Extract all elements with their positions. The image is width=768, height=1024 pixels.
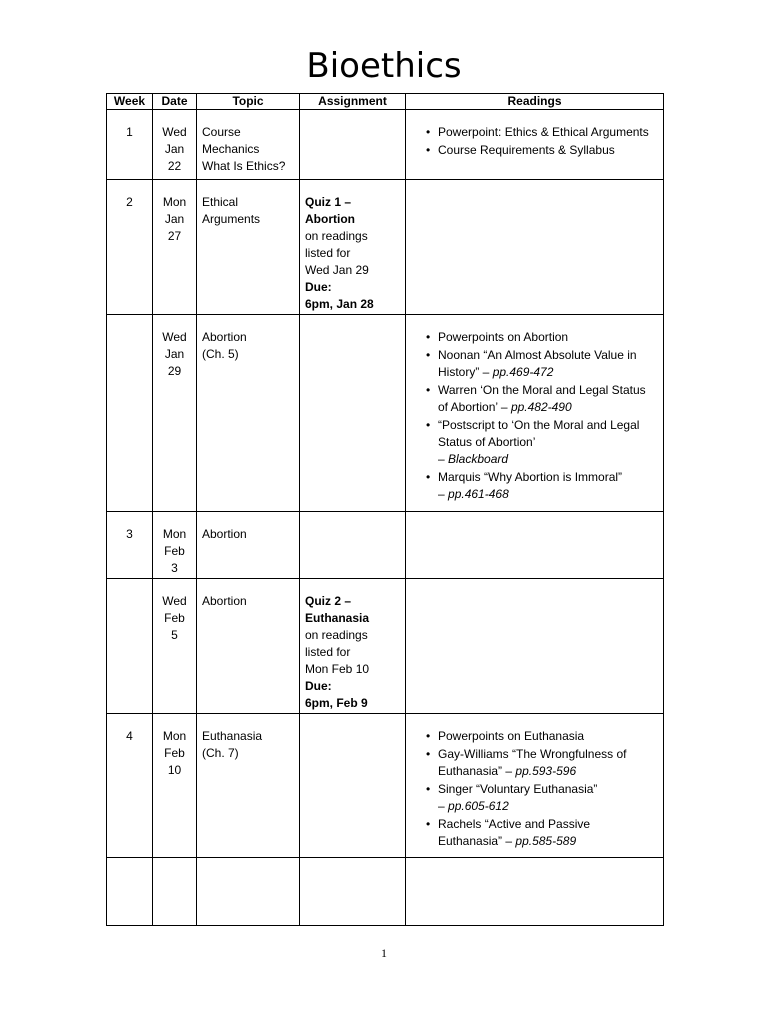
- assignment-line: Due:: [305, 280, 332, 294]
- week-number: 2: [126, 195, 133, 209]
- table-row: [107, 110, 664, 180]
- assignment-line: 6pm, Jan 28: [305, 297, 374, 311]
- bullet-icon: •: [426, 470, 431, 484]
- reading-page-ref: pp.585-589: [515, 834, 577, 848]
- bullet-icon: •: [426, 817, 431, 831]
- readings-cell: [406, 858, 664, 926]
- assignment-line: listed for: [305, 246, 351, 260]
- week-cell: [107, 714, 153, 858]
- reading-item: [426, 816, 657, 850]
- date-cell: [153, 579, 197, 714]
- header-readings: Readings: [406, 94, 664, 110]
- week-number: 4: [126, 729, 133, 743]
- bullet-icon: •: [426, 418, 431, 432]
- assignment-line: listed for: [305, 645, 351, 659]
- topic-text: Ethical Arguments: [202, 195, 261, 226]
- date-cell: [153, 315, 197, 512]
- readings-list: [406, 315, 663, 503]
- week-number: [107, 315, 152, 329]
- date-text: Wed Feb 5: [162, 594, 187, 642]
- header-topic: Topic: [197, 94, 300, 110]
- reading-page-ref: pp.605-612: [448, 799, 509, 813]
- bullet-icon: •: [426, 729, 431, 743]
- readings-cell: [406, 180, 664, 315]
- assignment-line: Mon Feb 10: [305, 662, 370, 676]
- date-cell: [153, 714, 197, 858]
- topic-cell: [197, 110, 300, 180]
- reading-item: [426, 329, 657, 346]
- topic-text: Abortion (Ch. 5): [202, 330, 247, 361]
- page-title: Bioethics: [306, 46, 462, 86]
- date-text: Wed Jan 22: [162, 125, 187, 173]
- readings-cell: [406, 315, 664, 512]
- reading-item: [426, 728, 657, 745]
- assignment-cell: [300, 180, 406, 315]
- reading-item: [426, 746, 657, 780]
- week-cell: [107, 512, 153, 579]
- reading-text: Powerpoints on Abortion: [438, 330, 569, 344]
- date-cell: [153, 512, 197, 579]
- reading-page-ref: pp.461-468: [448, 487, 509, 501]
- week-number: 3: [126, 527, 133, 541]
- table-header-row: [107, 94, 664, 110]
- topic-cell: [197, 180, 300, 315]
- bullet-icon: •: [426, 782, 431, 796]
- table-row: [107, 714, 664, 858]
- assignment-line: 6pm, Feb 9: [305, 696, 368, 710]
- assignment-cell: [300, 512, 406, 579]
- reading-item: [426, 124, 657, 141]
- readings-cell: [406, 110, 664, 180]
- reading-text: Powerpoints on Euthanasia: [438, 729, 585, 743]
- week-number: [107, 579, 152, 593]
- reading-text: Powerpoint: Ethics & Ethical Arguments: [438, 125, 649, 139]
- table-row: [107, 180, 664, 315]
- topic-cell: [197, 579, 300, 714]
- date-text: Mon Feb 3: [162, 527, 187, 575]
- reading-text: “Postscript to ‘On the Moral and Legal Status of Abortion’ –: [438, 418, 640, 466]
- topic-text: [197, 858, 299, 872]
- syllabus-table: [106, 93, 664, 926]
- week-number: 1: [126, 125, 133, 139]
- date-text: [153, 858, 196, 872]
- assignment-line: Wed Jan 29: [305, 263, 369, 277]
- reading-text: Warren ‘On the Moral and Legal Status of Abortion’ –: [438, 383, 646, 414]
- table-row: [107, 315, 664, 512]
- week-cell: [107, 110, 153, 180]
- reading-text: Rachels “Active and Passive Euthanasia” –: [438, 817, 591, 848]
- header-assignment: Assignment: [300, 94, 406, 110]
- week-cell: [107, 180, 153, 315]
- assignment-line: on readings: [305, 229, 368, 243]
- assignment-line: on readings: [305, 628, 368, 642]
- bullet-icon: •: [426, 125, 431, 139]
- date-text: Mon Jan 27: [162, 195, 187, 243]
- assignment-line: Euthanasia: [305, 611, 370, 625]
- assignment-cell: [300, 315, 406, 512]
- reading-text: Noonan “An Almost Absolute Value in History” –: [438, 348, 637, 379]
- date-text: Mon Feb 10: [162, 729, 187, 777]
- topic-cell: [197, 714, 300, 858]
- date-cell: [153, 180, 197, 315]
- week-cell: [107, 315, 153, 512]
- topic-cell: [197, 512, 300, 579]
- reading-item: [426, 469, 657, 503]
- readings-cell: [406, 714, 664, 858]
- reading-page-ref: pp.593-596: [515, 764, 577, 778]
- bullet-icon: •: [426, 383, 431, 397]
- reading-page-ref: Blackboard: [448, 452, 509, 466]
- table-row: [107, 579, 664, 714]
- topic-cell: [197, 858, 300, 926]
- reading-item: [426, 142, 657, 159]
- readings-cell: [406, 512, 664, 579]
- reading-page-ref: pp.482-490: [510, 400, 572, 414]
- assignment-line: Due:: [305, 679, 332, 693]
- readings-list: [406, 110, 663, 159]
- bullet-icon: •: [426, 330, 431, 344]
- topic-text: Abortion: [202, 527, 247, 541]
- table-row: [107, 858, 664, 926]
- topic-text: Abortion: [202, 594, 247, 608]
- reading-text: Gay-Williams “The Wrongfulness of Euthanasia” –: [438, 747, 627, 778]
- date-text: Wed Jan 29: [162, 330, 187, 378]
- table-row: [107, 512, 664, 579]
- date-cell: [153, 110, 197, 180]
- reading-item: [426, 382, 657, 416]
- assignment-line: Quiz 1 –: [305, 195, 352, 209]
- reading-text: Course Requirements & Syllabus: [438, 143, 615, 157]
- reading-item: [426, 417, 657, 468]
- topic-text: Euthanasia (Ch. 7): [202, 729, 263, 760]
- bullet-icon: •: [426, 747, 431, 761]
- page-number: 1: [381, 946, 387, 960]
- assignment-cell: [300, 579, 406, 714]
- week-cell: [107, 858, 153, 926]
- assignment-cell: [300, 110, 406, 180]
- topic-cell: [197, 315, 300, 512]
- header-week: Week: [107, 94, 153, 110]
- readings-list: [406, 714, 663, 850]
- reading-text: Marquis “Why Abortion is Immoral” –: [438, 470, 623, 501]
- header-date: Date: [153, 94, 197, 110]
- week-number: [107, 858, 152, 872]
- reading-page-ref: pp.469-472: [492, 365, 554, 379]
- bullet-icon: •: [426, 348, 431, 362]
- week-cell: [107, 579, 153, 714]
- reading-text: Singer “Voluntary Euthanasia” –: [438, 782, 598, 813]
- reading-item: [426, 781, 657, 815]
- assignment-cell: [300, 858, 406, 926]
- readings-cell: [406, 579, 664, 714]
- assignment-line: Quiz 2 –: [305, 594, 352, 608]
- date-cell: [153, 858, 197, 926]
- assignment-cell: [300, 714, 406, 858]
- assignment-line: Abortion: [305, 212, 355, 226]
- bullet-icon: •: [426, 143, 431, 157]
- reading-item: [426, 347, 657, 381]
- topic-text: Course Mechanics What Is Ethics?: [202, 125, 286, 173]
